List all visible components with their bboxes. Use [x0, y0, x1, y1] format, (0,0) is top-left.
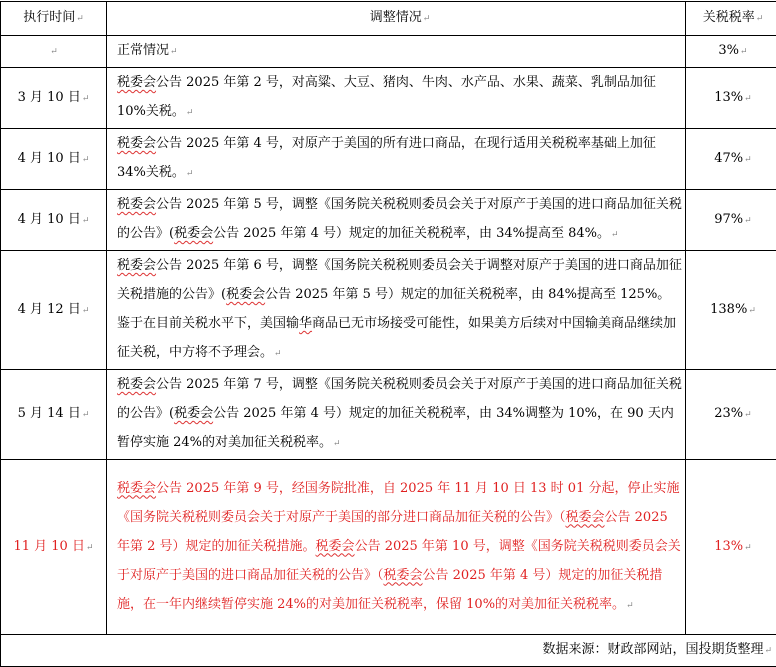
tariff-table [0, 1, 776, 667]
row-date: ↵ [1, 36, 107, 68]
row-date: 5 月 14 日↵ [1, 370, 107, 460]
table-row [1, 36, 776, 68]
row-desc: 税委会公告 2025 年第 4 号，对原产于美国的所有进口商品，在现行适用关税税率基础上加征 34%关税。↵ [107, 129, 686, 190]
table-row [1, 251, 776, 370]
row-date: 11 月 10 日↵ [1, 460, 107, 635]
table-row-highlighted [1, 460, 776, 635]
row-desc: 税委会公告 2025 年第 7 号，调整《国务院关税税则委员会关于对原产于美国的进口商品加征关税的公告》(税委会公告 2025 年第 4 号）规定的加征关税税率，由 34%调整为 10%，在 90 天内暂停实施 24%的对美加征关税税率。↵ [107, 370, 686, 460]
row-rate: 23%↵ [686, 370, 776, 460]
row-rate: 138%↵ [686, 251, 776, 370]
row-desc: 税委会公告 2025 年第 5 号，调整《国务院关税税则委员会关于对原产于美国的进口商品加征关税的公告》(税委会公告 2025 年第 4 号）规定的加征关税税率，由 34%提高至 84%。↵ [107, 190, 686, 251]
header-date: 执行时间↵ [1, 2, 107, 36]
table-row [1, 129, 776, 190]
table-row [1, 68, 776, 129]
row-date: 4 月 12 日↵ [1, 251, 107, 370]
row-rate: 3%↵ [686, 36, 776, 68]
row-rate: 47%↵ [686, 129, 776, 190]
row-desc: 税委会公告 2025 年第 2 号，对高粱、大豆、猪肉、牛肉、水产品、水果、蔬菜、乳制品加征 10%关税。↵ [107, 68, 686, 129]
table-row [1, 370, 776, 460]
table-row [1, 190, 776, 251]
row-date: 3 月 10 日↵ [1, 68, 107, 129]
source-note: 数据来源：财政部网站，国投期货整理↵ [1, 635, 776, 667]
row-rate: 13%↵ [686, 68, 776, 129]
row-desc: 税委会公告 2025 年第 6 号，调整《国务院关税税则委员会关于调整对原产于美国的进口商品加征关税措施的公告》(税委会公告 2025 年第 5 号）规定的加征关税税率，由 84%提高至 125%。鉴于在目前关税水平下，美国输华商品已无市场接受可能性，如果美方后续对中国输美商品继续加征关税，中方将不予理会。↵ [107, 251, 686, 370]
row-date: 4 月 10 日↵ [1, 129, 107, 190]
row-desc: 税委会公告 2025 年第 9 号，经国务院批准，自 2025 年 11 月 10 日 13 时 01 分起，停止实施《国务院关税税则委员会关于对原产于美国的部分进口商品加征关税的公告》（税委会公告 2025 年第 2 号）规定的加征关税措施。税委会公告 2025 年第 10 号，调整《国务院关税税则委员会关于对原产于美国的进口商品加征关税的公告》（税委会公告 2025 年第 4 号）规定的加征关税措施，在一年内继续暂停实施 24%的对美加征关税税率，保留 10%的对美加征关税税率。↵ [107, 460, 686, 635]
table-header-row [1, 2, 776, 36]
header-rate: 关税税率↵ [686, 2, 776, 36]
row-rate: 97%↵ [686, 190, 776, 251]
row-desc: 正常情况↵ [107, 36, 686, 68]
row-date: 4 月 10 日↵ [1, 190, 107, 251]
header-adjustment: 调整情况↵ [107, 2, 686, 36]
row-rate: 13%↵ [686, 460, 776, 635]
